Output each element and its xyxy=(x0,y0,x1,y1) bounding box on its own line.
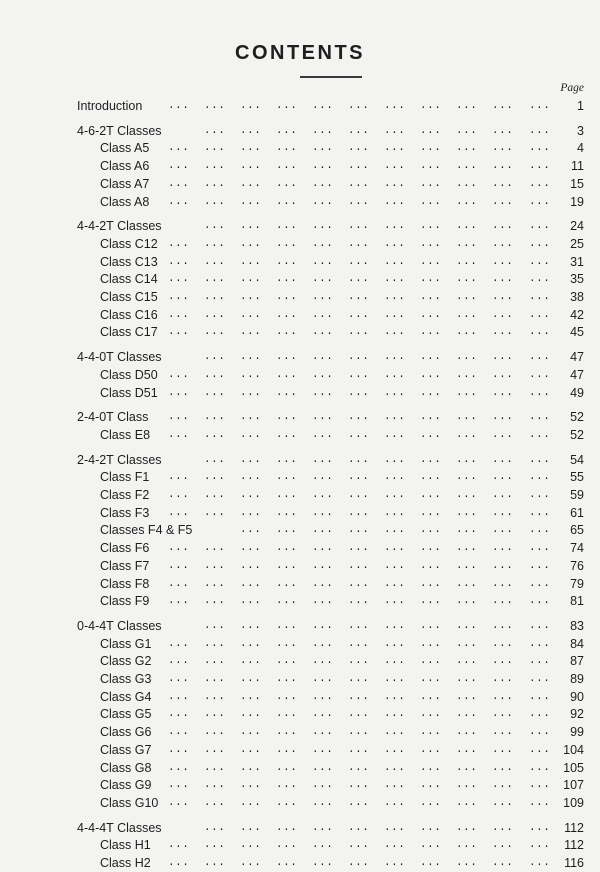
page-title: CONTENTS xyxy=(235,42,365,64)
page-number: 112 xyxy=(564,838,584,853)
page-number: 52 xyxy=(570,410,584,425)
toc-entry: ... ... ... ... ... ... ... ... ... ... ... Class E8 52 xyxy=(100,427,584,442)
toc-entry: ... ... ... ... ... ... ... ... ... ... ... Class C13 31 xyxy=(100,254,584,269)
toc-label: Class H1 xyxy=(100,838,151,853)
toc-label: 4-4-4T Classes xyxy=(77,820,162,835)
toc-entry: ... ... ... ... ... ... ... ... ... ... ... Class H2 116 xyxy=(100,856,584,870)
toc-entry: ... ... ... ... ... ... ... ... ... ... ... Class G10 109 xyxy=(100,795,584,810)
page-number: 107 xyxy=(563,778,584,793)
page-number: 54 xyxy=(570,452,584,467)
page-number: 19 xyxy=(570,194,584,209)
toc-entry: ... ... ... ... ... ... ... ... ... ... ... Class G1 84 xyxy=(100,636,584,651)
toc-entry: ... ... ... ... ... ... ... ... ... ... ... Class C15 38 xyxy=(100,290,584,304)
page-number: 11 xyxy=(571,159,584,174)
toc-label: Class G3 xyxy=(100,672,152,686)
toc-label: Class A6 xyxy=(100,159,150,174)
toc-entry: ... ... ... ... ... ... ... ... ... ... ... Class A5 4 xyxy=(100,141,584,156)
page-number: 61 xyxy=(570,505,584,520)
toc-entry: ... ... ... ... ... ... ... ... ... ... ... Class G3 89 xyxy=(100,672,584,686)
toc-section-heading: ... ... ... ... ... ... ... ... ... ... 4-4-2T Classes 24 xyxy=(77,219,584,234)
toc-entry: ... ... ... ... ... ... ... ... ... ... ... Class A6 11 xyxy=(100,159,584,174)
page-number: 89 xyxy=(570,672,584,686)
toc-label: Class C14 xyxy=(100,272,158,287)
toc-entry: ... ... ... ... ... ... ... ... ... ... ... Class A8 19 xyxy=(100,194,584,209)
toc-entry: ... ... ... ... ... ... ... ... ... ... ... Class D50 47 xyxy=(100,367,584,382)
page-number: 79 xyxy=(570,576,584,591)
toc-entry: ... ... ... ... ... ... ... ... ... ... ... Class G4 90 xyxy=(100,689,584,704)
page-number: 25 xyxy=(570,236,584,251)
toc-entry: ... ... ... ... ... ... ... ... ... ... ... Class D51 49 xyxy=(100,385,584,400)
toc-entry: ... ... ... ... ... ... ... ... ... ... ... Class F3 61 xyxy=(100,505,584,520)
toc-entry: ... ... ... ... ... ... ... ... ... ... ... Class F8 79 xyxy=(100,576,584,591)
page-number: 65 xyxy=(570,523,584,538)
toc-label: Class G9 xyxy=(100,778,152,793)
title-rule xyxy=(300,76,362,78)
toc-label: Class G1 xyxy=(100,636,152,651)
toc-label: Class G6 xyxy=(100,725,152,740)
page-number: 104 xyxy=(563,742,584,757)
page-number: 42 xyxy=(570,307,584,322)
page-number: 49 xyxy=(570,385,584,400)
page-number: 99 xyxy=(570,725,584,740)
toc-entry: ... ... ... ... ... ... ... ... ... ... ... Class C16 42 xyxy=(100,307,584,322)
page-number: 47 xyxy=(570,367,584,382)
toc-label: Class A7 xyxy=(100,176,150,191)
toc-label: Class F7 xyxy=(100,558,150,573)
toc-section-heading: ... ... ... ... ... ... ... ... ... ... 4-6-2T Classes 3 xyxy=(77,123,584,138)
page-number: 35 xyxy=(570,272,584,287)
toc-label: Class G4 xyxy=(100,689,152,704)
page-number: 24 xyxy=(570,219,584,234)
page-column-heading: Page xyxy=(560,82,584,94)
toc-label: Class E8 xyxy=(100,427,151,442)
toc-section-heading: ... ... ... ... ... ... ... ... ... ... ... Introduction 1 xyxy=(77,99,584,113)
toc-entry: ... ... ... ... ... ... ... ... ... ... ... Class H1 112 xyxy=(100,838,584,853)
toc-label: Class C17 xyxy=(100,325,158,340)
page-number: 112 xyxy=(564,820,584,835)
page-number: 74 xyxy=(570,541,584,556)
toc-label: Class G10 xyxy=(100,795,159,810)
toc-entry: ... ... ... ... ... ... ... ... ... ... ... Class A7 15 xyxy=(100,176,584,191)
page-number: 116 xyxy=(564,856,584,870)
toc-entry: ... ... ... ... ... ... ... ... ... ... ... Class F1 55 xyxy=(100,470,584,485)
page-number: 31 xyxy=(570,254,584,269)
toc-entry: ... ... ... ... ... ... ... ... ... ... ... Class F6 74 xyxy=(100,541,584,556)
page-number: 84 xyxy=(570,636,584,651)
page-number: 45 xyxy=(570,325,584,340)
toc-entry: ... ... ... ... ... ... ... ... ... ... ... Class C17 45 xyxy=(100,325,584,340)
page-number: 87 xyxy=(570,654,584,669)
page-number: 1 xyxy=(577,99,584,113)
page-number: 15 xyxy=(570,176,584,191)
toc-label: Class F9 xyxy=(100,594,150,609)
toc-label: Class G7 xyxy=(100,742,152,757)
toc-label: Class F1 xyxy=(100,470,150,485)
toc-label: Class D50 xyxy=(100,367,158,382)
page-number: 52 xyxy=(570,427,584,442)
page-number: 38 xyxy=(570,290,584,304)
toc-entry: ... ... ... ... ... ... ... ... ... ... ... Class G5 92 xyxy=(100,707,584,722)
toc-section-heading: ... ... ... ... ... ... ... ... ... ... ... 2-4-0T Class 52 xyxy=(77,410,584,425)
toc-label: Class A5 xyxy=(100,141,150,156)
page-number: 109 xyxy=(563,795,584,810)
page-number: 105 xyxy=(563,760,584,775)
toc-entry: ... ... ... ... ... ... ... ... ... ... ... Class C14 35 xyxy=(100,272,584,287)
toc-entry: ... ... ... ... ... ... ... ... ... ... ... Class F9 81 xyxy=(100,594,584,609)
page-number: 90 xyxy=(570,689,584,704)
toc-label: Class C13 xyxy=(100,254,158,269)
toc-entry: ... ... ... ... ... ... ... ... ... ... ... Class G8 105 xyxy=(100,760,584,775)
toc-entry: ... ... ... ... ... ... ... ... ... Classes F4 & F5 65 xyxy=(100,523,584,538)
page-number: 55 xyxy=(570,470,584,485)
page-number: 76 xyxy=(570,558,584,573)
toc-section-heading: ... ... ... ... ... ... ... ... ... ... 4-4-0T Classes 47 xyxy=(77,350,584,365)
toc-label: Class G2 xyxy=(100,654,152,669)
toc-label: 4-6-2T Classes xyxy=(77,123,162,138)
page-number: 59 xyxy=(570,488,584,502)
page-number: 81 xyxy=(570,594,584,609)
page-number: 3 xyxy=(577,123,584,138)
page-number: 47 xyxy=(570,350,584,365)
toc-label: Class A8 xyxy=(100,194,150,209)
toc-entry: ... ... ... ... ... ... ... ... ... ... ... Class F2 59 xyxy=(100,488,584,502)
toc-section-heading: ... ... ... ... ... ... ... ... ... ... 0-4-4T Classes 83 xyxy=(77,618,584,633)
toc-label: Class C15 xyxy=(100,290,158,304)
toc-label: Class H2 xyxy=(100,856,151,870)
toc-label: Class C16 xyxy=(100,307,158,322)
toc-entry: ... ... ... ... ... ... ... ... ... ... ... Class G2 87 xyxy=(100,654,584,669)
page-number: 92 xyxy=(570,707,584,722)
toc-label: 0-4-4T Classes xyxy=(77,618,162,633)
toc-label: Introduction xyxy=(77,99,143,113)
toc-entry: ... ... ... ... ... ... ... ... ... ... ... Class G9 107 xyxy=(100,778,584,793)
toc-entry: ... ... ... ... ... ... ... ... ... ... ... Class G7 104 xyxy=(100,742,584,757)
toc-section-heading: ... ... ... ... ... ... ... ... ... ... 2-4-2T Classes 54 xyxy=(77,452,584,467)
toc-label: Class G8 xyxy=(100,760,152,775)
page-number: 83 xyxy=(570,618,584,633)
toc-label: Class C12 xyxy=(100,236,158,251)
page-number: 4 xyxy=(577,141,584,156)
toc-label: Class F2 xyxy=(100,488,150,502)
toc-entry: ... ... ... ... ... ... ... ... ... ... ... Class F7 76 xyxy=(100,558,584,573)
toc-label: 4-4-0T Classes xyxy=(77,350,162,365)
toc-label: Class G5 xyxy=(100,707,152,722)
toc-section-heading: ... ... ... ... ... ... ... ... ... ... 4-4-4T Classes 112 xyxy=(77,820,584,835)
toc-label: 2-4-0T Class xyxy=(77,410,149,425)
toc-label: Classes F4 & F5 xyxy=(100,523,193,538)
toc-label: Class F8 xyxy=(100,576,150,591)
toc-label: 2-4-2T Classes xyxy=(77,452,162,467)
toc-entry: ... ... ... ... ... ... ... ... ... ... ... Class G6 99 xyxy=(100,725,584,740)
toc-label: Class F3 xyxy=(100,505,150,520)
toc-label: 4-4-2T Classes xyxy=(77,219,162,234)
toc-entry: ... ... ... ... ... ... ... ... ... ... ... Class C12 25 xyxy=(100,236,584,251)
toc-label: Class D51 xyxy=(100,385,158,400)
toc-label: Class F6 xyxy=(100,541,150,556)
